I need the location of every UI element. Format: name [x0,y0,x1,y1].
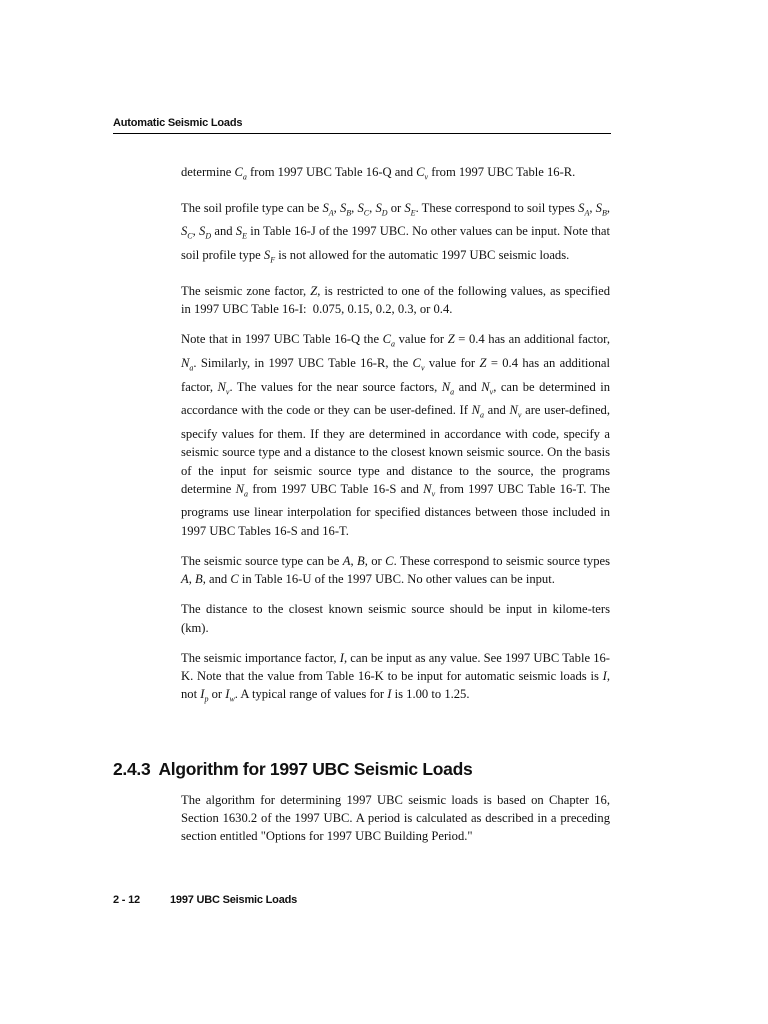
page-number: 2 - 12 [113,894,140,906]
footer-title: 1997 UBC Seismic Loads [170,894,298,906]
paragraph-2: The soil profile type can be $S_A$, $S_B$, $S_C$, $S_D$ or $S_E$. These correspond to soil types $S_A$, $S_B$, $S_C$, $S_D$ and $S_E$ in Table 16-J of the 1997 UBC. No other values can be input. Note that soil profile type $S_F$ is not allowed for the automatic 1997 UBC seismic loads. [181,200,611,265]
section-heading [113,759,472,780]
paragraph-6: The distance to the closest known seismic source should be input in kilome-ters (km). [181,602,610,635]
paragraph-3: The seismic zone factor, Z, is restricted to one of the following values, as specified in 1997 UBC Table 16-I: 0.075, 0.15, 0.2, 0.3, or 0.4. [181,283,610,317]
paragraph-4: Note that in 1997 UBC Table 16-Q the $C_a$ value for Z = 0.4 has an additional factor, $N_a$. Similarly, in 1997 UBC Table 16-R, the $C_v$ value for Z = 0.4 has an additional factor, $N_v$. The values for the near source factors, $N_a$ and $N_v$, can be determined in accordance with the code or they can be user-defined. If $N_a$ and $N_v$ are user-defined, specify values for them. If they are determined in accordance with code, specify a seismic source type and a distance to the closest known seismic source. On the basis of the input for seismic source type and distance to the source, the programs determine $N_a$ from 1997 UBC Table 16-S and $N_v$ from 1997 UBC Table 16-T. The programs use linear interpolation for specified distances between those included in 1997 UBC Tables 16-S and 16-T. [181,332,611,538]
paragraph-7: The seismic importance factor, I, can be input as any value. See 1997 UBC Table 16-K. Note that the value from Table 16-K to be input for automatic seismic loads is I, not $I_p$ or $I_w$. A typical range of values for I is 1.00 to 1.25. [181,650,610,704]
running-header: Automatic Seismic Loads [113,117,243,129]
section-paragraph-1: The algorithm for determining 1997 UBC seismic loads is based on Chapter 16, Section 1630.2 of the 1997 UBC. A period is calculated as described in a preceding section entitled "Options for 1997 UBC Building Period." [181,793,610,844]
paragraph-5: The seismic source type can be A, B, or C. These correspond to seismic source types A, B, and C in Table 16-U of the 1997 UBC. No other values can be input. [181,553,611,587]
header-rule [113,133,611,134]
section-number: 2.4.3 [113,759,151,779]
page-footer [113,894,297,906]
section-body [181,791,610,858]
paragraph-1: determine $C_a$ from 1997 UBC Table 16-Q and $C_v$ from 1997 UBC Table 16-R. [181,165,576,182]
section-title: Algorithm for 1997 UBC Seismic Loads [158,759,473,779]
body-text [181,163,610,721]
